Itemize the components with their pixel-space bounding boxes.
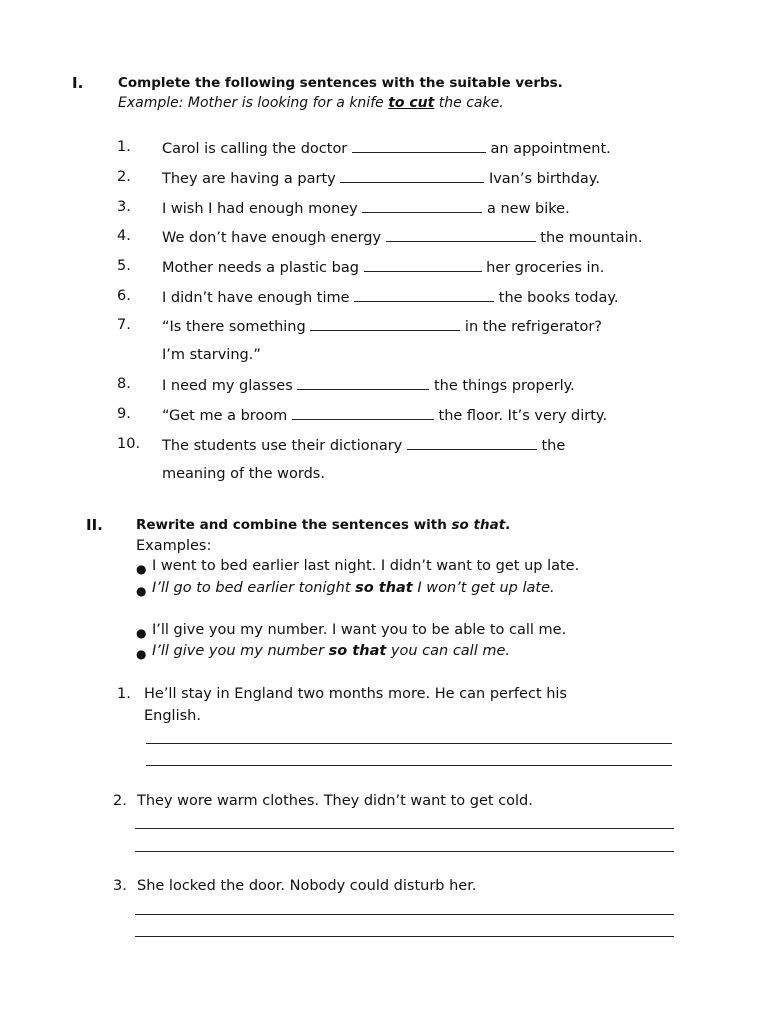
answer-line[interactable] [135, 936, 674, 937]
item-continuation: English. [144, 708, 201, 724]
answer-so-that: so that [328, 643, 387, 659]
answer-line[interactable] [146, 765, 672, 766]
list-item [162, 228, 642, 246]
bullet-icon: ● [136, 562, 147, 576]
item-number: 3. [117, 199, 131, 215]
item-number: 9. [117, 406, 131, 422]
item-text-after: the floor. It’s very dirty. [438, 408, 608, 424]
item-text-after: Ivan’s birthday. [488, 171, 600, 187]
item-continuation: I’m starving.” [162, 347, 261, 363]
exercise-text: He’ll stay in England two months more. He can perfect his [144, 686, 567, 702]
list-item [162, 139, 611, 157]
item-number: 2. [113, 793, 127, 809]
item-text-after: in the refrigerator? [464, 319, 602, 335]
list-item [162, 258, 604, 276]
item-number: 8. [117, 376, 131, 392]
item-text-before: I need my glasses [162, 378, 293, 394]
list-item [162, 436, 565, 454]
answer-part: I’ll go to bed earlier tonight [152, 580, 351, 596]
answer-line[interactable] [135, 851, 674, 852]
item-number: 1. [117, 686, 131, 702]
item-text-before: Mother needs a plastic bag [162, 260, 359, 276]
example-suffix: the cake. [438, 95, 504, 111]
answer-part: I won’t get up late. [417, 580, 555, 596]
exercise-text: They wore warm clothes. They didn’t want to get cold. [137, 793, 533, 809]
answer-blank[interactable] [364, 258, 482, 272]
item-text-before: Carol is calling the doctor [162, 141, 348, 157]
example-sentence: I went to bed earlier last night. I didn’t want to get up late. [152, 558, 580, 574]
item-number: 7. [117, 317, 131, 333]
bullet-icon: ● [136, 584, 147, 598]
item-number: 3. [113, 878, 127, 894]
item-text-before: I didn’t have enough time [162, 290, 350, 306]
list-item [162, 376, 575, 394]
answer-blank[interactable] [352, 139, 486, 153]
answer-blank[interactable] [354, 288, 494, 302]
bullet-icon: ● [136, 647, 147, 661]
item-text-after: the [541, 438, 566, 454]
exercise-text: She locked the door. Nobody could disturb her. [137, 878, 477, 894]
example-answer [152, 580, 555, 596]
answer-blank[interactable] [297, 376, 429, 390]
list-item [162, 406, 607, 424]
answer-so-that: so that [355, 580, 413, 596]
item-text-after: her groceries in. [486, 260, 605, 276]
item-text-before: We don’t have enough energy [162, 230, 382, 246]
item-number: 5. [117, 258, 131, 274]
item-text-before: “Is there something [162, 319, 306, 335]
item-number: 2. [117, 169, 131, 185]
item-text-after: a new bike. [486, 201, 570, 217]
example-answer [152, 643, 510, 659]
answer-blank[interactable] [310, 317, 460, 331]
item-text-before: They are having a party [162, 171, 336, 187]
title-period: . [505, 517, 511, 533]
list-item [162, 288, 618, 306]
item-number: 1. [117, 139, 131, 155]
answer-blank[interactable] [362, 199, 482, 213]
answer-part: you can call me. [390, 643, 510, 659]
example-prefix: Example: Mother is looking for a knife [118, 95, 384, 111]
section-1-number: I. [72, 74, 84, 92]
item-text-after: the mountain. [540, 230, 643, 246]
bullet-icon: ● [136, 626, 147, 640]
item-text-before: The students use their dictionary [162, 438, 403, 454]
answer-blank[interactable] [292, 406, 434, 420]
answer-line[interactable] [135, 914, 674, 915]
list-item [162, 169, 600, 187]
item-text-after: an appointment. [490, 141, 611, 157]
answer-blank[interactable] [386, 228, 536, 242]
list-item [162, 199, 570, 217]
item-number: 6. [117, 288, 131, 304]
item-text-after: the books today. [498, 290, 619, 306]
item-number: 4. [117, 228, 131, 244]
example-sentence: I’ll give you my number. I want you to be able to call me. [152, 622, 567, 638]
answer-blank[interactable] [340, 169, 484, 183]
answer-part: I’ll give you my number [152, 643, 325, 659]
section-2-number: II. [86, 516, 103, 534]
title-text: Rewrite and combine the sentences with [136, 517, 447, 533]
item-number: 10. [117, 436, 141, 452]
item-text-before: I wish I had enough money [162, 201, 358, 217]
answer-line[interactable] [146, 743, 672, 744]
answer-blank[interactable] [407, 436, 537, 450]
section-2-title [136, 517, 510, 533]
list-item [162, 317, 602, 335]
section-1-title: Complete the following sentences with the suitable verbs. [118, 75, 563, 91]
item-continuation: meaning of the words. [162, 466, 325, 482]
answer-line[interactable] [135, 828, 674, 829]
item-text-before: “Get me a broom [162, 408, 288, 424]
title-emphasis: so that [451, 517, 506, 533]
section-1-example [118, 95, 504, 111]
example-answer: to cut [388, 95, 435, 111]
examples-label: Examples: [136, 538, 212, 554]
item-text-after: the things properly. [433, 378, 575, 394]
